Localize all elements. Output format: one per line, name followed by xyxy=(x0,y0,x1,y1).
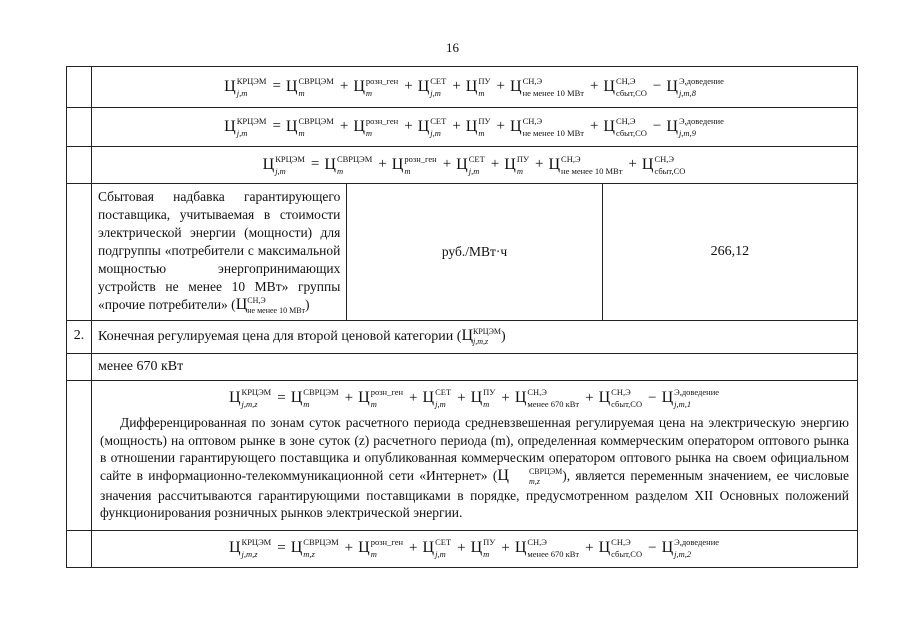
section-number: 2. xyxy=(67,321,92,354)
number-cell xyxy=(67,530,92,567)
formula-paragraph-cell xyxy=(92,381,858,531)
number-cell xyxy=(67,381,92,531)
markup-description: Сбытовая надбавка гарантирующего поставщика, учитываемая в стоимости электрической энергии (мощности) для подгруппы «потребители с максимальной мощностью энергопринимающих устройств не менее 10 МВт» группы «прочие потребители» (Ц СН,Э не менее 10 МВт ) xyxy=(92,184,347,321)
page-number: 16 xyxy=(446,40,459,55)
number-cell xyxy=(67,108,92,147)
formula-row-2: Ц КРЦЭМ j,m = Ц СВРЦЭМ m + Ц розн_ген m + Ц СЕТ j,m + Ц ПУ m + Ц СН,Э не менее 10 МВт + Ц СН,Э сбыт,СО − Ц Э,доведение j,m,9 xyxy=(92,108,858,147)
number-cell xyxy=(67,67,92,108)
subheading: менее 670 кВт xyxy=(92,354,858,381)
markup-unit: руб./МВт·ч xyxy=(347,184,602,321)
definition-paragraph: Дифференцированная по зонам суток расчетного периода средневзвешенная регулируемая цена на электрическую энергию (мощность) на оптовом рынке в зоне суток (z) расчетного периода (m), определенная коммерческим оператором оптового рынка в отношении гарантирующего поставщика и опубликованная коммерческим оператором оптового рынка на своем официальном сайте в информационно-телекоммуникационной сети «Интернет» (Ц СВРЦЭМ m,z ), является переменным значением, ее числовые значения рассчитываются гарантирующими поставщиками в порядке, предусмотренном разделом XII Основных положений функционирования розничных рынков электрической энергии. xyxy=(100,415,849,520)
formula-row-3: Ц КРЦЭМ j,m = Ц СВРЦЭМ m + Ц розн_ген m + Ц СЕТ j,m + Ц ПУ m + Ц СН,Э не менее 10 МВт + Ц СН,Э сбыт,СО xyxy=(92,147,858,184)
formula-row-5: Ц КРЦЭМ j,m,z = Ц СВРЦЭМ m,z + Ц розн_ген m + Ц СЕТ j,m + Ц ПУ m + Ц СН,Э менее 670 кВт + Ц СН,Э сбыт,СО − Ц Э,доведение j,m,2 xyxy=(92,530,858,567)
markup-value: 266,12 xyxy=(602,184,857,321)
formula-row-4: Ц КРЦЭМ j,m,z = Ц СВРЦЭМ m + Ц розн_ген m + Ц СЕТ j,m + Ц ПУ m + Ц СН,Э менее 670 кВт + Ц СН,Э сбыт,СО − Ц Э,доведение j,m,1 xyxy=(228,387,720,409)
section-title: Конечная регулируемая цена для второй ценовой категории (Ц КРЦЭМ j,m,z ) xyxy=(92,321,858,354)
number-cell xyxy=(67,147,92,184)
number-cell xyxy=(67,354,92,381)
formula-row-1: Ц КРЦЭМ j,m = Ц СВРЦЭМ m + Ц розн_ген m + Ц СЕТ j,m + Ц ПУ m + Ц СН,Э не менее 10 МВт + Ц СН,Э сбыт,СО − Ц Э,доведение j,m,8 xyxy=(92,67,858,108)
tariff-table xyxy=(66,66,858,568)
number-cell xyxy=(67,184,92,321)
